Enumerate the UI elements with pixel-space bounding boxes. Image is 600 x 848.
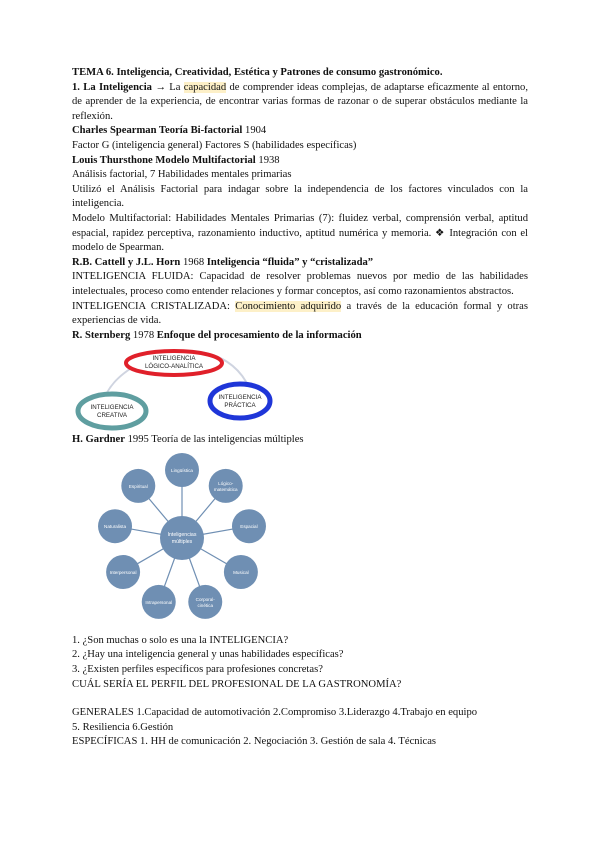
- thurstone-line-3: Modelo Multifactorial: Habilidades Mentales Primarias (7): fluidez verbal, comprensión verbal, aptitud espacial, rapidez perceptiva, razonamiento inductivo, aptitud numérica y memoria. ❖ Integración con el modelo de Spearman.: [72, 212, 528, 254]
- cattell-year: 1968: [182, 256, 205, 268]
- gardner-title: Teoría de las inteligencias múltiples: [151, 434, 304, 446]
- question-3: 3. ¿Existen perfiles específicos para profesiones concretas?: [72, 664, 323, 676]
- definition-pre: La: [169, 81, 181, 93]
- sternberg-diagram: [72, 345, 528, 433]
- crystallized-intelligence: [72, 300, 528, 329]
- fluid-intelligence: INTELIGENCIA FLUIDA: Capacidad de resolver problemas nuevos por medio de las habilidades intelectuales, proceso como entender relaciones y formar conceptos, así como razonamientos abstractos.: [72, 271, 528, 297]
- sternberg-name: R. Sternberg: [72, 329, 131, 341]
- cattell-name: R.B. Cattell y J.L. Horn: [72, 256, 181, 268]
- thurstone-heading: [72, 154, 528, 169]
- crystallized-label: INTELIGENCIA CRISTALIZADA:: [72, 300, 231, 312]
- spacer: [72, 692, 528, 706]
- page-title: TEMA 6. Inteligencia, Creatividad, Estética y Patrones de consumo gastronómico.: [72, 67, 443, 78]
- question-2: 2. ¿Hay una inteligencia general y unas habilidades específicas?: [72, 649, 344, 661]
- right-label-2: PRÁCTICA: [224, 402, 256, 410]
- especificas-line: ESPECÍFICAS 1. HH de comunicación 2. Negociación 3. Gestión de sala 4. Técnicas: [72, 736, 437, 748]
- node-label: Intrapersonal: [145, 599, 173, 605]
- node-label: Corporal-: [195, 596, 215, 602]
- node-label: Lingüística: [171, 467, 193, 473]
- left-label-2: CREATIVA: [96, 412, 128, 420]
- sternberg-title: Enfoque del procesamiento de la información: [156, 329, 362, 341]
- thurstone-line-2: Utilizó el Análisis Factorial para indagar sobre la independencia de los factores vinculados con la inteligencia.: [72, 183, 528, 210]
- gardner-name: H. Gardner: [72, 434, 125, 446]
- node-label: Musical: [233, 569, 249, 575]
- top-label-1: INTELIGENCIA: [152, 355, 196, 363]
- center-label: múltiples: [171, 538, 193, 545]
- profile-question: CUÁL SERÍA EL PERFIL DEL PROFESIONAL DE LA GASTRONOMÍA?: [72, 678, 402, 690]
- node-label: Interpersonal: [109, 569, 137, 575]
- arrow-icon: →: [155, 81, 166, 93]
- gardner-year: 1995: [127, 434, 149, 446]
- node-label: Espiritual: [128, 483, 148, 489]
- section-number: 1.: [72, 81, 80, 93]
- gardner-heading: [72, 433, 528, 448]
- triarchic-diagram: [72, 345, 282, 433]
- document-body: [72, 66, 528, 750]
- node-label: Lógico-: [218, 480, 234, 486]
- intelligence-heading: La Inteligencia: [83, 81, 152, 93]
- top-label-2: LÓGICO-ANALÍTICA: [144, 363, 204, 371]
- cattell-heading: [72, 256, 528, 271]
- creativa-ring: [78, 394, 146, 428]
- node-label: Naturalista: [104, 524, 127, 530]
- left-label-1: INTELIGENCIA: [90, 404, 134, 412]
- sternberg-year: 1978: [132, 329, 155, 341]
- gardner-diagram: [72, 450, 528, 630]
- center-node: [160, 516, 204, 560]
- generales-line-2: 5. Resiliencia 6.Gestión: [72, 721, 174, 733]
- spearman-name: Charles Spearman Teoría Bi-factorial: [72, 125, 243, 137]
- node-label: Espacial: [240, 524, 258, 530]
- definition-text: de comprender ideas complejas, de adaptarse eficazmente al entorno, de aprender de la experiencia, de encontrar varias formas de razonar o de superar obstáculos mediante la reflexión.: [72, 81, 528, 122]
- spearman-heading: [72, 124, 528, 139]
- intelligence-definition: [72, 81, 528, 125]
- spearman-desc: Factor G (inteligencia general) Factores S (habilidades específicas): [72, 139, 357, 151]
- node-label: cinética: [197, 602, 214, 608]
- crystallized-text: a través de la educación formal y otras experiencias de vida.: [72, 300, 528, 327]
- thurstone-year: 1938: [258, 154, 280, 166]
- right-label-1: INTELIGENCIA: [218, 394, 262, 402]
- highlight-conocimiento: Conocimiento adquirido: [235, 300, 342, 312]
- center-label: Inteligencias: [167, 531, 197, 538]
- thurstone-line-1: Análisis factorial, 7 Habilidades mentales primarias: [72, 169, 292, 181]
- multiple-intelligences-diagram: [72, 450, 292, 630]
- question-1: 1. ¿Son muchas o solo es una la INTELIGENCIA?: [72, 634, 289, 646]
- generales-line-1: GENERALES 1.Capacidad de automotivación 2.Compromiso 3.Liderazgo 4.Trabajo en equipo: [72, 707, 478, 719]
- thurstone-name: Louis Thursthone Modelo Multifactorial: [72, 154, 256, 166]
- practica-ring: [210, 384, 270, 418]
- spearman-year: 1904: [245, 125, 267, 137]
- cattell-title: Inteligencia “fluida” y “cristalizada”: [206, 256, 374, 268]
- sternberg-heading: [72, 329, 528, 344]
- highlight-capacidad: capacidad: [183, 81, 227, 93]
- node-label: matemática: [213, 486, 238, 492]
